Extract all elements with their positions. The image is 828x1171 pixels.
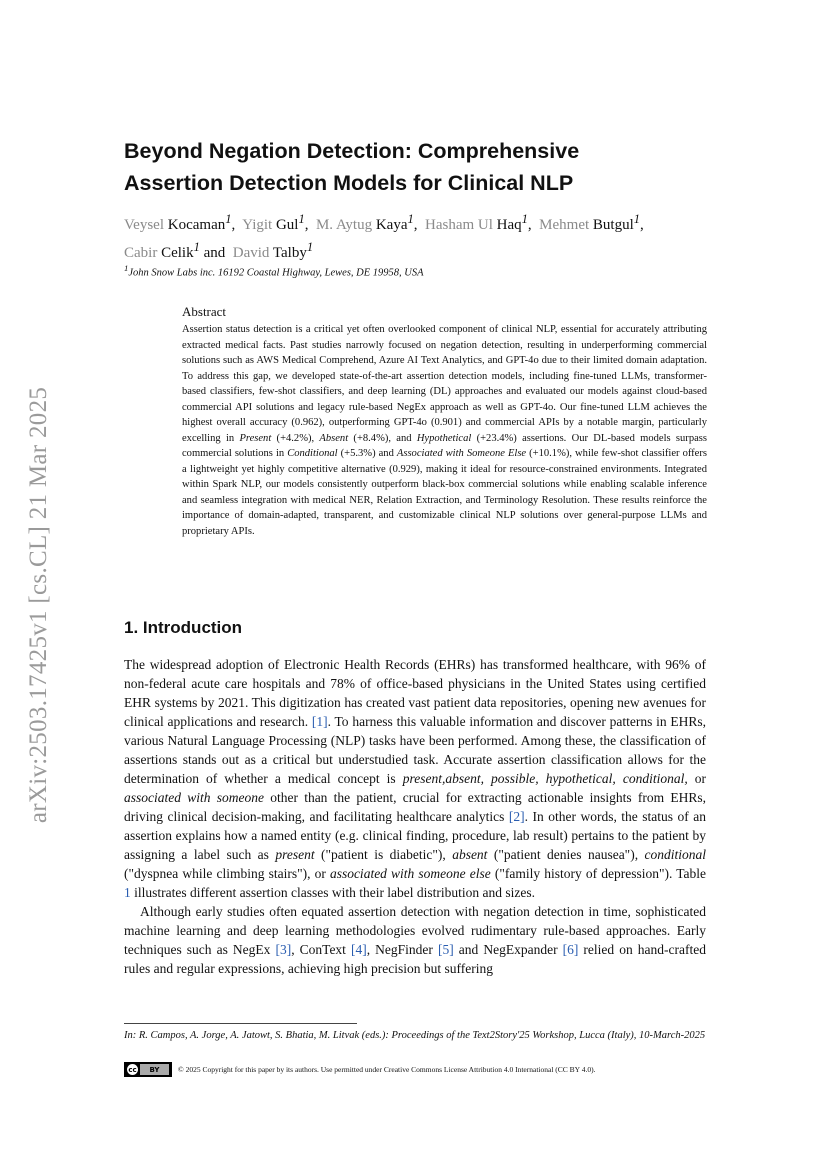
- author: Hasham Ul Haq$^1$: [425, 212, 528, 233]
- abstract: [182, 304, 707, 539]
- author: Yigit Gul$^1$: [242, 212, 305, 233]
- citation-link[interactable]: [6]: [562, 942, 579, 957]
- citation-link[interactable]: [5]: [437, 942, 454, 957]
- abstract-body: Assertion status detection is a critical yet often overlooked component of clinical NLP, essential for accurately attributing extracted medical facts. Past studies narrowly focused on negation detection, resulting in underperforming commercial solutions such as AWS Medical Comprehend, Azure AI Text Analytics, and GPT-4o due to their limited domain adaptation. To address this gap, we developed state-of-the-art assertion detection models, including fine-tuned LLMs, transformer-based classifiers, few-shot classifiers, and deep learning (DL) approaches and evaluated our models against cloud-based commercial API solutions and legacy rule-based NegEx approach as well as GPT-4o. Our fine-tuned LLM achieves the highest overall accuracy (0.962), outperforming GPT-4o (0.901) and commercial APIs by a notable margin, particularly excelling in Present (+4.2%), Absent (+8.4%), and Hypothetical (+23.4%) assertions. Our DL-based models surpass commercial solutions in Conditional (+5.3%) and Associated with Someone Else (+10.1%), while few-shot classifier offers a lightweight yet highly competitive alternative (0.929), making it ideal for resource-constrained environments. Integrated within Spark NLP, our models consistently outperform black-box commercial solutions while enabling scalable inference and seamless integration with medical NER, Relation Extraction, and Terminology Resolution. These results reinforce the importance of domain-adapted, transparent, and customizable clinical NLP solutions over general-purpose LLMs and proprietary APIs.: [182, 324, 707, 537]
- author: David Talby$^1$: [232, 240, 314, 261]
- cc-logo-icon: cc: [128, 1065, 137, 1074]
- paragraph: Although early studies often equated assertion detection with negation detection in time, sophisticated machine learning and deep learning methodologies evolved rudimentary rule-based approaches. Early techniques such as NegEx [3], ConText [4], NegFinder [5] and NegExpander [6] relied on hand-crafted rules and regular expressions, achieving high precision but suffering: [124, 904, 706, 976]
- author: Cabir Celik$^1$: [124, 240, 200, 261]
- citation-link[interactable]: [1]: [311, 714, 328, 729]
- footnote-divider: [124, 1023, 357, 1024]
- citation-link[interactable]: [3]: [275, 942, 292, 957]
- by-label: BY: [140, 1064, 169, 1075]
- citation-link[interactable]: [4]: [351, 942, 367, 957]
- affiliation: $^1$John Snow Labs inc. 16192 Coastal Highway, Lewes, DE 19958, USA: [124, 263, 424, 279]
- footnote: In: R. Campos, A. Jorge, A. Jatowt, S. Bhatia, M. Litvak (eds.): Proceedings of the Text2Story'25 Workshop, Lucca (Italy), 10-March-2025: [124, 1030, 706, 1041]
- arxiv-identifier: [14, 360, 64, 850]
- author: Mehmet Butgul$^1$: [539, 212, 640, 233]
- author: Veysel Kocaman$^1$: [124, 212, 232, 233]
- paper-title: [124, 135, 684, 199]
- title-line-2: Assertion Detection Models for Clinical NLP: [124, 171, 574, 195]
- and-word: and: [203, 245, 226, 261]
- citation-link[interactable]: [2]: [508, 809, 525, 824]
- cc-by-badge-icon[interactable]: [124, 1062, 172, 1077]
- arxiv-id-text: arXiv:2503.17425v1 [cs.CL] 21 Mar 2025: [25, 386, 52, 824]
- license-text: © 2025 Copyright for this paper by its authors. Use permitted under Creative Commons License Attribution 4.0 International (CC BY 4.0).: [178, 1065, 596, 1074]
- author: M. Aytug Kaya$^1$: [315, 212, 414, 233]
- paragraph: The widespread adoption of Electronic Health Records (EHRs) has transformed healthcare, with 96% of non-federal acute care hospitals and 78% of office-based physicians in the United States using certified EHR systems by 2021. This digitization has created vast patient data repositories, opening new avenues for clinical applications and research. [1]. To harness this valuable information and discover patterns in EHRs, various Natural Language Processing (NLP) tasks have been performed. Among these, the classification of assertions stands out as a critical but understudied task. Accurate assertion classification allows for the determination of whether a medical concept is present,absent, possible, hypothetical, conditional, or associated with someone other than the patient, crucial for extracting actionable insights from EHRs, driving clinical decision-making, and facilitating healthcare analytics [2]. In other words, the status of an assertion explains how a named entity (e.g. clinical finding, procedure, lab result) pertains to the patient by assigning a label such as present ("patient is diabetic"), absent ("patient denies nausea"), conditional ("dyspnea while climbing stairs"), or associated with someone else ("family history of depression"). Table 1 illustrates different assertion classes with their label distribution and sizes.: [124, 657, 707, 900]
- abstract-heading: Abstract: [182, 304, 227, 319]
- license-block: [124, 1062, 595, 1077]
- introduction-body: [124, 655, 706, 978]
- title-line-1: Beyond Negation Detection: Comprehensive: [124, 139, 580, 163]
- author-list: Veysel Kocaman$^1$, Yigit Gul$^1$, M. Aytug Kaya$^1$, Hasham Ul Haq$^1$, Mehmet Butgul$^1$, Cabir Celik$^1$ and David Talby$^1$: [124, 212, 644, 261]
- table-link[interactable]: 1: [124, 885, 131, 900]
- section-heading-introduction: 1. Introduction: [124, 618, 243, 637]
